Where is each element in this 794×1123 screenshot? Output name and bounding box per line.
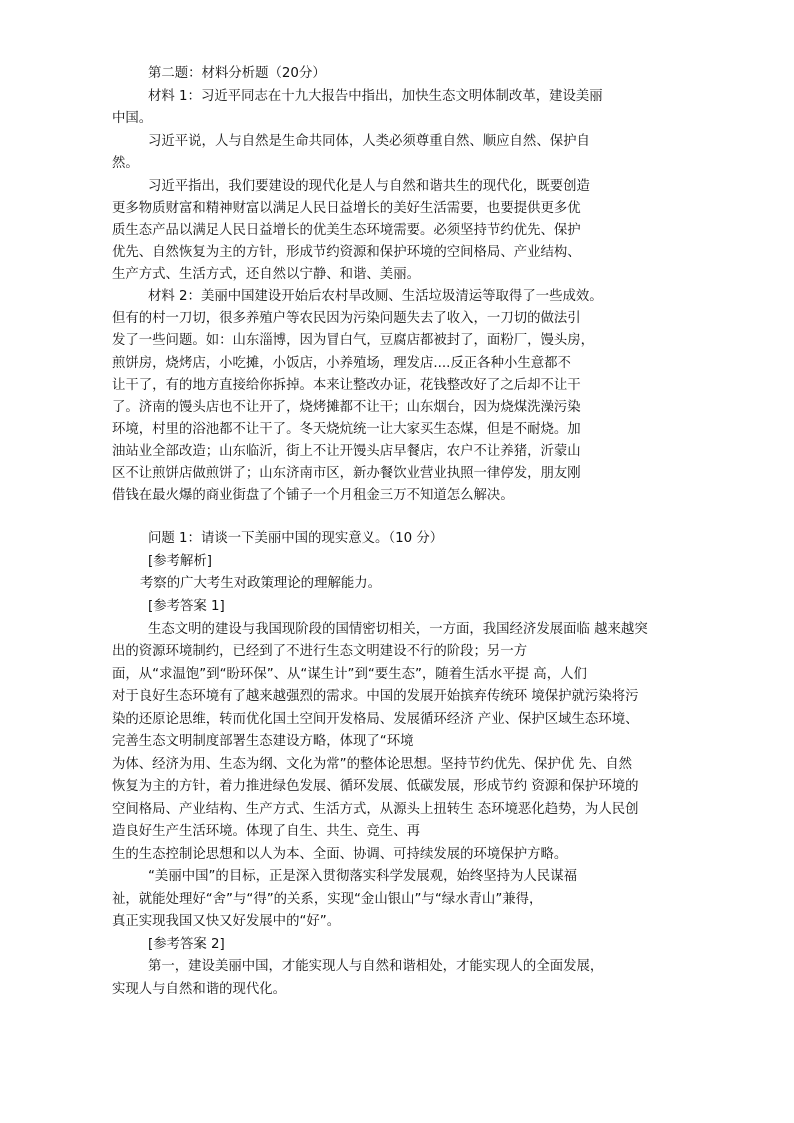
- material2-line: 借钱在最火爆的商业街盘了个铺子一个月租金三万不知道怎么解决。: [112, 488, 514, 503]
- material1-line: 生产方式、生活方式，还自然以宁静、和谐、美丽。: [112, 267, 420, 282]
- material2-line: 油站业全部改造；山东临沂，街上不让开馒头店早餐店，农户不让养猪，沂蒙山: [112, 444, 581, 459]
- material1-line: 然。: [112, 156, 139, 171]
- material2-line: 发了一些问题。如：山东淄博，因为冒白气，豆腐店都被封了，面粉厂，馒头房，: [112, 333, 595, 348]
- material1-line: 更多物质财富和精神财富以满足人民日益增长的美好生活需要，也要提供更多优: [112, 201, 581, 216]
- answer1-paragraph2-line: 真正实现我国又快又好发展中的“好”。: [112, 914, 341, 929]
- answer1-paragraph2-line: “美丽中国”的目标，正是深入贯彻落实科学发展观，始终坚持为人民谋福: [148, 869, 577, 884]
- answer1-line: 空间格局、产业结构、生产方式、生活方式，从源头上扭转生 态环境恶化趋势，为人民创: [112, 802, 639, 817]
- material1-line: 习近平指出，我们要建设的现代化是人与自然和谐共生的现代化，既要创造: [148, 179, 590, 194]
- answer1-line: 恢复为主的方针，着力推进绿色发展、循环发展、低碳发展，形成节约 资源和保护环境的: [112, 779, 639, 794]
- material2-line: 环境，村里的浴池都不让干了。冬天烧炕统一让大家买生态煤，但是不耐烧。加: [112, 422, 581, 437]
- answer1-paragraph2-line: 祉，就能处理好“舍”与“得”的关系，实现“金山银山”与“绿水青山”兼得，: [112, 892, 543, 907]
- answer1-line: 完善生态文明制度部署生态建设方略，体现了“环境: [112, 734, 414, 749]
- material1-line: 材料 1：习近平同志在十九大报告中指出，加快生态文明体制改革，建设美丽: [148, 89, 603, 104]
- material1-line: 中国。: [112, 111, 153, 126]
- answer2-line: 实现人与自然和谐的现代化。: [112, 982, 287, 997]
- answer2-label: [参考答案 2]: [148, 937, 225, 952]
- material2-line: 煎饼房，烧烤店，小吃摊，小饭店，小养殖场，理发店....反正各种小生意都不: [112, 356, 571, 371]
- answer1-line: 面，从“求温饱”到“盼环保”、从“谋生计”到“要生态”，随着生活水平提 高，人们: [112, 667, 587, 682]
- material2-line: 了。济南的馒头店也不让开了，烧烤摊都不让干；山东烟台，因为烧煤洗澡污染: [112, 400, 581, 415]
- answer1-line: 为体、经济为用、生态为纲、文化为常”的整体论思想。坚持节约优先、保护优 先、自然: [112, 757, 633, 772]
- question-1: 问题 1：请谈一下美丽中国的现实意义。（10 分）: [148, 531, 444, 546]
- answer1-line: 对于良好生态环境有了越来越强烈的需求。中国的发展开始摈弃传统环 境保护就污染将污: [112, 689, 639, 704]
- material1-line: 质生态产品以满足人民日益增长的优美生态环境需要。必须坚持节约优先、保护: [112, 223, 581, 238]
- answer1-label: [参考答案 1]: [148, 599, 225, 614]
- answer1-line: 生态文明的建设与我国现阶段的国情密切相关，一方面，我国经济发展面临 越来越突: [148, 622, 648, 637]
- analysis-text: 考察的广大考生对政策理论的理解能力。: [140, 576, 382, 591]
- material2-line: 让干了，有的地方直接给你拆掉。本来让整改办证，花钱整改好了之后却不让干: [112, 378, 581, 393]
- material1-line: 习近平说，人与自然是生命共同体，人类必须尊重自然、顺应自然、保护自: [148, 134, 590, 149]
- material2-line: 但有的村一刀切，很多养殖户等农民因为污染问题失去了收入，一刀切的做法引: [112, 311, 581, 326]
- analysis-label: [参考解析]: [148, 554, 213, 569]
- material1-line: 优先、自然恢复为主的方针，形成节约资源和保护环境的空间格局、产业结构、: [112, 245, 581, 260]
- section-heading: 第二题：材料分析题（20分）: [148, 66, 326, 81]
- answer2-line: 第一，建设美丽中国，才能实现人与自然和谐相处，才能实现人的全面发展，: [148, 959, 604, 974]
- answer1-line: 生的生态控制论思想和以人为本、全面、协调、可持续发展的环境保护方略。: [112, 847, 568, 862]
- answer1-line: 出的资源环境制约，已经到了不进行生态文明建设不行的阶段；另一方: [112, 644, 528, 659]
- answer1-line: 染的还原论思维，转而优化国土空间开发格局、发展循环经济 产业、保护区域生态环境、: [112, 712, 639, 727]
- material2-line: 区不让煎饼店做煎饼了；山东济南市区，新办餐饮业营业执照一律停发，朋友刚: [112, 466, 581, 481]
- answer1-line: 造良好生产生活环境。体现了自生、共生、竞生、再: [112, 824, 420, 839]
- material2-line: 材料 2：美丽中国建设开始后农村旱改厕、生活垃圾清运等取得了一些成效。: [148, 289, 603, 304]
